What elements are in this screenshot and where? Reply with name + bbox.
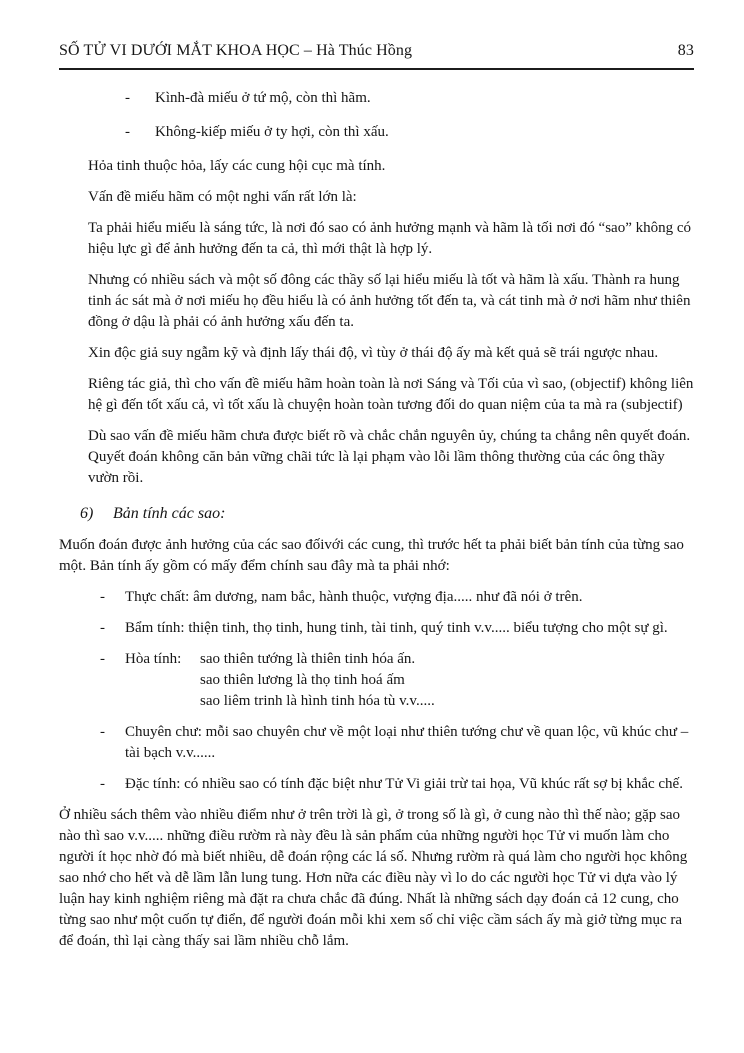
miếu-hãm-list [59,88,694,143]
list-item-text: Đặc tính: có nhiều sao có tính đặc biệt như Tử Vi giải trừ tai họa, Vũ khúc rất sợ bị khắc chế. [125,776,683,792]
section-heading [80,503,694,524]
list-item [59,88,694,109]
list-item-text: Thực chất: âm dương, nam bắc, hành thuộc, vượng địa..... như đã nói ở trên. [125,589,583,605]
list-item-text [125,649,435,712]
closing-paragraph: Ở nhiều sách thêm vào nhiều điểm như ở trên trời là gì, ở trong số là gì, ở cung nào thì thế nào; gặp sao nào thì sao v.v..... những điều rườm rà này đều là sản phẩm của những người học Tử vi muốn làm cho người ít học nhờ đó mà biết nhiều, dễ đoán rộng các lá số. Nhưng rườm rà quá làm cho người học không sao nhớ cho hết và dễ lầm lẫn lung tung. Hơn nữa các điều này vì lo do các người học Tử vi dựa vào lý luận hay kinh nghiệm riêng mà đặt ra chưa chắc đã đúng. Nhất là những sách dạy đoán cả 12 cung, cho từng sao như một cuốn tự điển, để người đoán mỗi khi xem số chỉ việc cầm sách ấy mà giở từng mục ra để đoán, thì lại càng thấy sai lầm nhiều chỗ lắm. [59,807,688,949]
dash-marker: - [100,776,105,792]
list-item-text: Chuyên chư: mỗi sao chuyên chư về một loại như thiên tướng chư về quan lộc, vũ khúc chư – tài bạch v.v...... [125,724,689,761]
paragraph: Muốn đoán được ảnh hưởng của các sao đốivới các cung, thì trước hết ta phải biết bản tính của từng sao một. Bản tính ấy gồm có mấy đểm chính sau đây mà ta phải nhớ: [59,537,684,574]
trait-subline: sao thiên tướng là thiên tinh hóa ấn. [200,651,416,667]
list-item-text: Bẩm tính: thiện tinh, thọ tinh, hung tinh, tài tinh, quý tinh v.v..... biểu tượng cho một sự gì. [125,620,668,636]
dash-marker: - [100,589,105,605]
page-number: 83 [677,42,694,59]
paragraph: Xin độc giả suy ngẫm kỹ và định lấy thái độ, vì tùy ở thái độ ấy mà kết quả sẽ trái ngược nhau. [88,345,659,361]
paragraph: Dù sao vấn đề miếu hãm chưa được biết rõ và chắc chắn nguyên ủy, chúng ta chẳng nên quyết đoán. Quyết đoán không căn bản vững chãi tức là lại phạm vào lỗi lầm thông thường của các ông thầy vườn rồi. [88,428,691,486]
dash-marker: - [100,620,105,636]
section-title: Bản tính các sao: [113,505,226,522]
paragraph: Ta phải hiểu miếu là sáng tức, là nơi đó sao có ảnh hưởng mạnh và hãm là tối nơi đó “sao” không có hiệu lực gì để ảnh hưởng đến ta cả, thì mới thật là hợp lý. [88,220,692,257]
dash-marker: - [100,651,105,667]
list-item [59,649,694,712]
list-item [59,774,694,795]
paragraph: Vấn đề miếu hãm có một nghi vấn rất lớn là: [88,189,357,205]
trait-label: Hòa tính: [125,651,182,667]
list-item [59,618,694,639]
dash-marker: - [125,124,130,140]
list-item [59,587,694,608]
paragraph: Nhưng có nhiều sách và một số đông các thầy số lại hiểu miếu là tốt và hãm là xấu. Thành ra hung tinh ác sát mà ở nơi miếu họ đều hiểu là có ảnh hưởng tốt đến ta, và cát tinh mà ở nơi hãm như thiên đồng ở dậu là phải có ảnh hưởng xấu đến ta. [88,272,691,330]
spacer [59,70,694,88]
paragraph: Riêng tác giả, thì cho vấn đề miếu hãm hoàn toàn là nơi Sáng và Tối của vì sao, (objectif) không liên hệ gì đến tốt xấu cả, vì tốt xấu là chuyện hoàn toàn tương đối do quan niệm của ta mà ra (subjectif) [88,376,694,413]
trait-subline: sao liêm trinh là hình tinh hóa tù v.v..... [200,693,435,709]
list-item [59,122,694,143]
dash-marker: - [100,724,105,740]
trait-sublines [200,649,435,712]
paragraph: Hỏa tinh thuộc hỏa, lấy các cung hội cục mà tính. [88,158,386,174]
list-item-text: Không-kiếp miếu ở ty hợi, còn thì xấu. [155,124,389,140]
dash-marker: - [125,90,130,106]
running-title: SỐ TỬ VI DƯỚI MẮT KHOA HỌC – Hà Thúc Hồng [59,42,413,59]
trait-subline: sao thiên lương là thọ tinh hoá ấm [200,672,405,688]
list-item-text: Kình-đà miếu ở tứ mộ, còn thì hãm. [155,90,371,106]
star-traits-list [59,587,694,795]
section-number: 6) [80,505,94,522]
list-item [59,722,694,764]
page-header [59,40,694,61]
